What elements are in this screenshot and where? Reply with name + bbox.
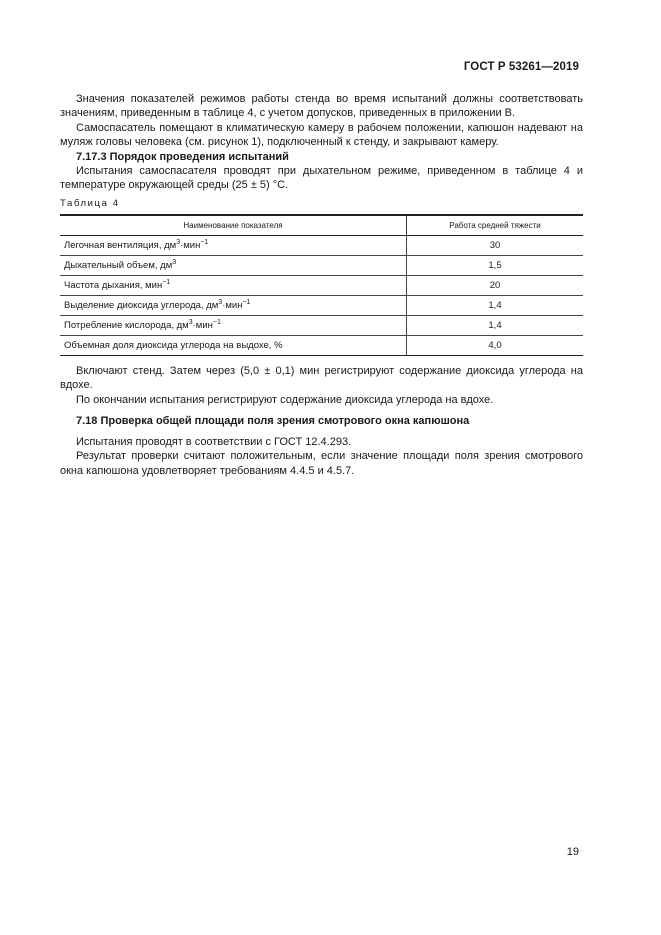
table-row	[60, 336, 583, 356]
section-7-18-block	[60, 435, 583, 478]
paragraph-gost-reference: Испытания проводят в соответствии с ГОСТ 12.4.293.	[76, 436, 352, 448]
paragraph-end-test: По окончании испытания регистрируют содержание диоксида углерода на вдохе.	[76, 393, 494, 406]
paragraph-camera-placement: Самоспасатель помещают в климатическую камеру в рабочем положении, капюшон надевают на муляж головы человека (см. рисунок 1), подключенный к стенду, и закрывают камеру.	[60, 121, 583, 149]
parameter-cell: Потребление кислорода, $дм^3\cdot мин^{-1}$	[60, 316, 407, 336]
parameter-cell: Выделение диоксида углерода, $дм^3\cdot мин^{-1}$	[60, 296, 407, 316]
table-4	[60, 214, 583, 356]
table-header-row	[60, 215, 583, 236]
table-row	[60, 276, 583, 296]
parameter-cell: Объемная доля диоксида углерода на выдохе, %	[60, 336, 407, 356]
value-cell: 1,4	[407, 316, 584, 336]
table-row	[60, 316, 583, 336]
table-row	[60, 256, 583, 276]
intro-block	[60, 92, 583, 193]
standard-header: ГОСТ Р 53261—2019	[463, 61, 579, 73]
value-cell: 1,5	[407, 256, 584, 276]
value-cell: 1,4	[407, 296, 584, 316]
value-cell: 20	[407, 276, 584, 296]
paragraph-table-values: Значения показателей режимов работы стенда во время испытаний должны соответствовать значениям, приведенным в таблице 4, с учетом допусков, приведенных в приложении В.	[60, 93, 583, 120]
parameter-cell: Частота дыхания, мин$^{-1}$	[60, 276, 407, 296]
page-number: 19	[566, 846, 579, 858]
col-header-parameter: Наименование показателя	[60, 215, 407, 236]
heading-7-18: 7.18 Проверка общей площади поля зрения смотрового окна капюшона	[76, 415, 470, 427]
paragraph-result: Результат проверки считают положительным, если значение площади поля зрения смотрового окна капюшона удовлетворяет требованиям 4.4.5 и 4.5.7.	[60, 450, 583, 477]
heading-7-17-3: 7.17.3 Порядок проведения испытаний	[76, 150, 289, 163]
paragraph-breathing-mode: Испытания самоспасателя проводят при дыхательном режиме, приведенном в таблице 4 и температуре окружающей среды (25 ± 5) °С.	[60, 165, 583, 192]
table-row	[60, 296, 583, 316]
value-cell: 4,0	[407, 336, 584, 356]
col-header-moderate-work: Работа средней тяжести	[407, 215, 584, 236]
value-cell: 30	[407, 236, 584, 256]
paragraph-start-stand: Включают стенд. Затем через (5,0 ± 0,1) мин регистрируют содержание диоксида углерода на вдохе.	[60, 365, 583, 392]
table-row	[60, 236, 583, 256]
parameter-cell: Дыхательный объем, $дм^3$	[60, 256, 407, 276]
parameter-cell: Легочная вентиляция, $дм^3\cdot мин^{-1}$	[60, 236, 407, 256]
table-4-label: Таблица 4	[60, 198, 120, 209]
procedure-block	[60, 364, 583, 407]
